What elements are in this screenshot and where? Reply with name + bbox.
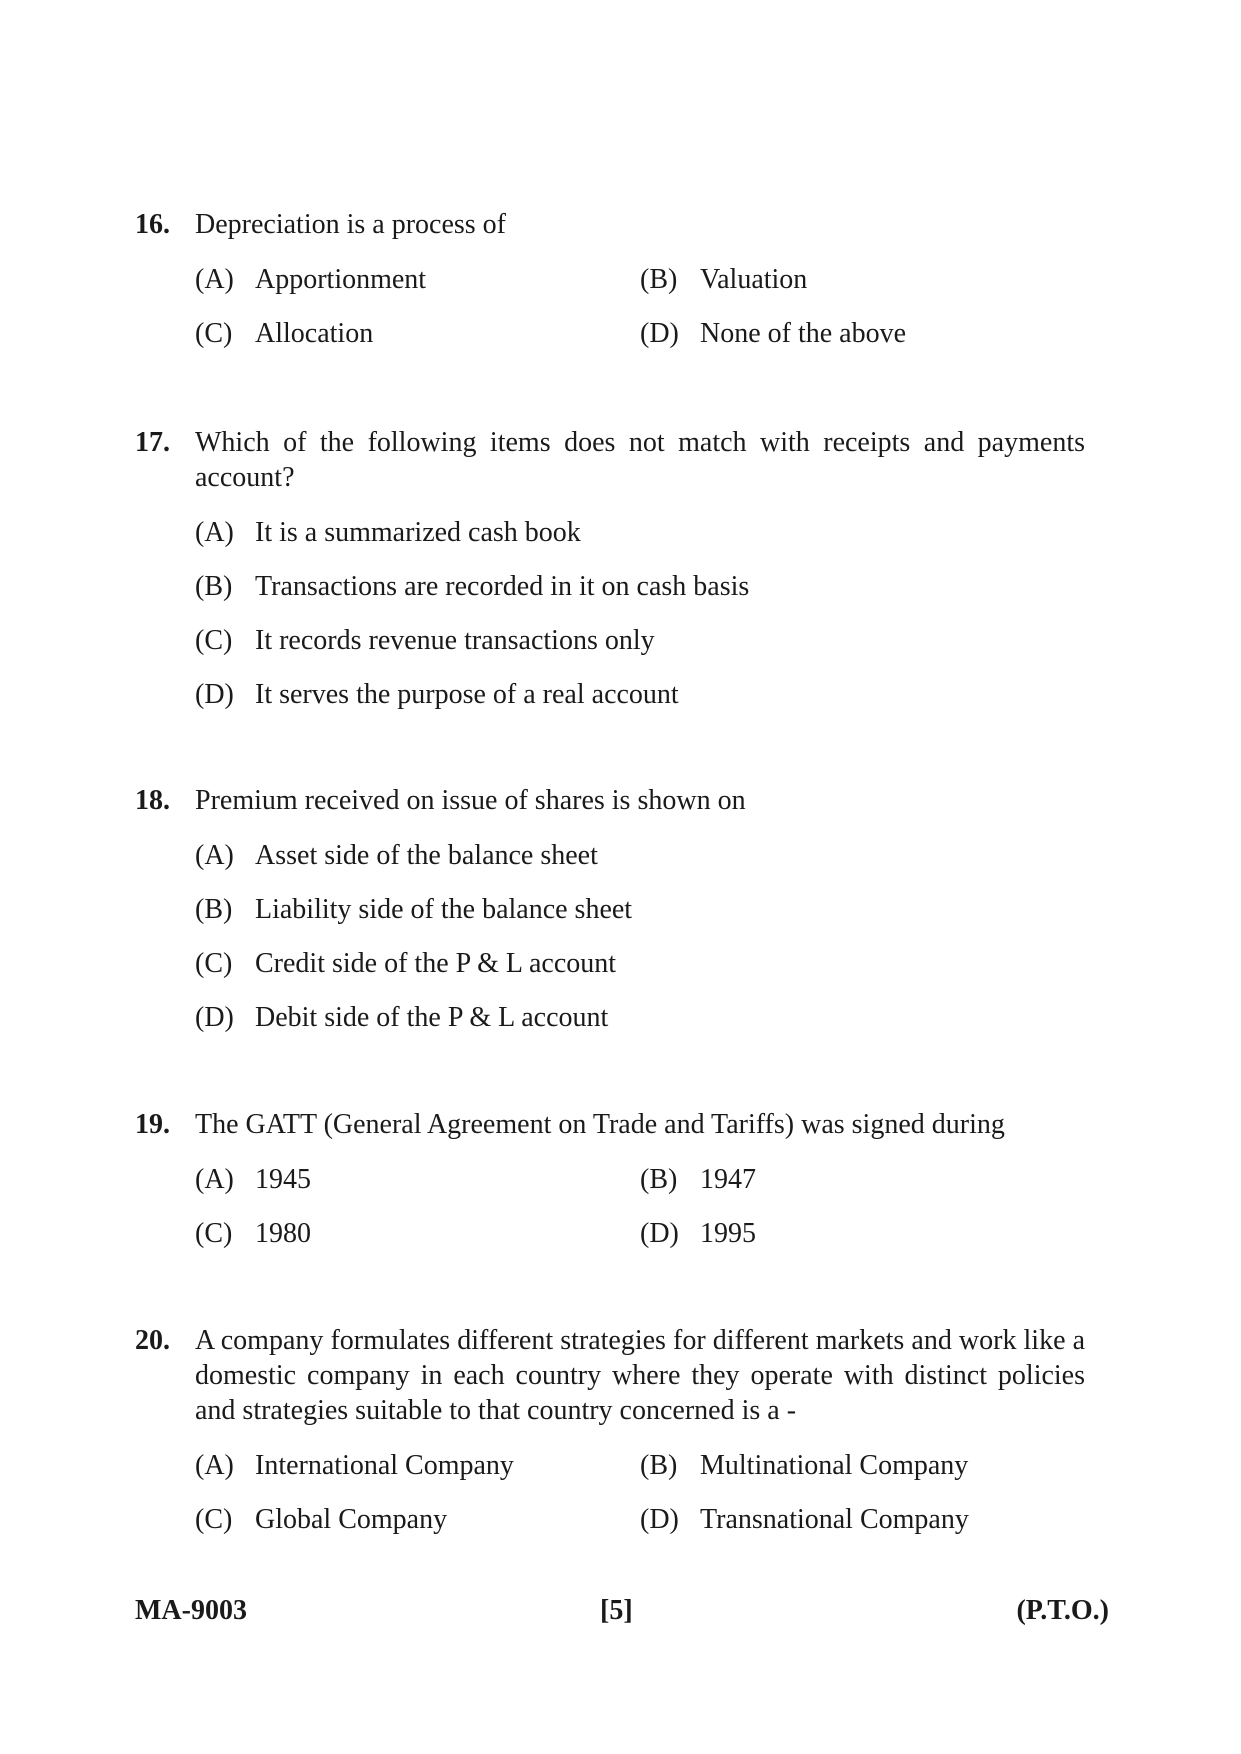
option-letter: (D) [640, 1218, 679, 1249]
option-text: It serves the purpose of a real account [255, 679, 679, 710]
option-text: Allocation [255, 318, 374, 349]
option-text: Valuation [700, 264, 808, 295]
option-letter: (A) [195, 1450, 234, 1481]
option-b [640, 262, 1085, 297]
option-text: None of the above [700, 318, 907, 349]
option-letter: (A) [195, 517, 234, 548]
option-d [195, 1000, 608, 1035]
option-letter: (D) [640, 1504, 679, 1535]
option-text: It is a summarized cash book [255, 517, 581, 548]
option-letter: (B) [640, 264, 678, 295]
question-text: Which of the following items does not match with receipts and payments account? [195, 427, 1085, 493]
option-letter: (C) [195, 318, 233, 349]
question-number: 17. [135, 427, 170, 458]
option-c [195, 1216, 640, 1251]
question-18 [135, 783, 1085, 1054]
option-text: It records revenue transactions only [255, 625, 655, 656]
option-c [195, 946, 616, 981]
option-letter: (B) [195, 571, 233, 602]
paper-code: MA-9003 [135, 1595, 247, 1626]
option-text: Asset side of the balance sheet [255, 840, 598, 871]
question-19 [135, 1107, 1085, 1270]
option-d [195, 677, 679, 712]
option-text: Apportionment [255, 264, 427, 295]
options [135, 838, 1085, 1054]
option-text: 1947 [700, 1164, 756, 1195]
option-text: Debit side of the P & L account [255, 1002, 609, 1033]
option-text: Transnational Company [700, 1504, 969, 1535]
option-a [195, 1448, 640, 1483]
option-letter: (A) [195, 1164, 234, 1195]
option-letter: (C) [195, 1218, 233, 1249]
question-stem [135, 425, 1085, 495]
option-text: 1945 [255, 1164, 311, 1195]
options [135, 1162, 1085, 1270]
question-text: The GATT (General Agreement on Trade and Tariffs) was signed during [195, 1109, 1005, 1140]
option-a [195, 515, 581, 550]
page-number: [5] [600, 1595, 633, 1626]
question-17 [135, 425, 1085, 731]
option-text: Transactions are recorded in it on cash basis [255, 571, 750, 602]
question-stem [135, 1107, 1085, 1142]
option-text: Multinational Company [700, 1450, 969, 1481]
options [135, 262, 1085, 370]
question-text: Depreciation is a process of [195, 209, 506, 240]
option-text: Global Company [255, 1504, 448, 1535]
question-stem [135, 1323, 1085, 1428]
option-d [640, 1502, 1085, 1537]
option-text: 1980 [255, 1218, 311, 1249]
options [135, 515, 1085, 731]
option-letter: (B) [195, 894, 233, 925]
question-text: A company formulates different strategies for different markets and work like a domestic company in each country where they operate with distinct policies and strategies suitable to that country concerned is a - [195, 1325, 1085, 1426]
question-stem [135, 207, 1085, 242]
option-text: International Company [255, 1450, 514, 1481]
question-20 [135, 1323, 1085, 1556]
options [135, 1448, 1085, 1556]
option-letter: (C) [195, 948, 233, 979]
option-text: 1995 [700, 1218, 756, 1249]
option-letter: (A) [195, 264, 234, 295]
option-d [640, 316, 1085, 351]
option-text: Liability side of the balance sheet [255, 894, 633, 925]
option-letter: (A) [195, 840, 234, 871]
question-text: Premium received on issue of shares is shown on [195, 785, 746, 816]
option-b [195, 569, 749, 604]
please-turn-over: (P.T.O.) [1016, 1595, 1109, 1626]
option-letter: (C) [195, 1504, 233, 1535]
option-letter: (D) [640, 318, 679, 349]
option-a [195, 838, 598, 873]
option-a [195, 262, 640, 297]
option-a [195, 1162, 640, 1197]
question-number: 19. [135, 1109, 170, 1140]
option-b [640, 1448, 1085, 1483]
option-b [195, 892, 632, 927]
option-letter: (C) [195, 625, 233, 656]
question-number: 18. [135, 785, 170, 816]
option-c [195, 623, 655, 658]
option-text: Credit side of the P & L account [255, 948, 617, 979]
option-letter: (D) [195, 1002, 234, 1033]
option-letter: (B) [640, 1164, 678, 1195]
option-letter: (B) [640, 1450, 678, 1481]
option-c [195, 316, 640, 351]
question-stem [135, 783, 1085, 818]
question-16 [135, 207, 1085, 370]
option-b [640, 1162, 1085, 1197]
option-c [195, 1502, 640, 1537]
option-letter: (D) [195, 679, 234, 710]
question-number: 20. [135, 1325, 170, 1356]
question-number: 16. [135, 209, 170, 240]
option-d [640, 1216, 1085, 1251]
